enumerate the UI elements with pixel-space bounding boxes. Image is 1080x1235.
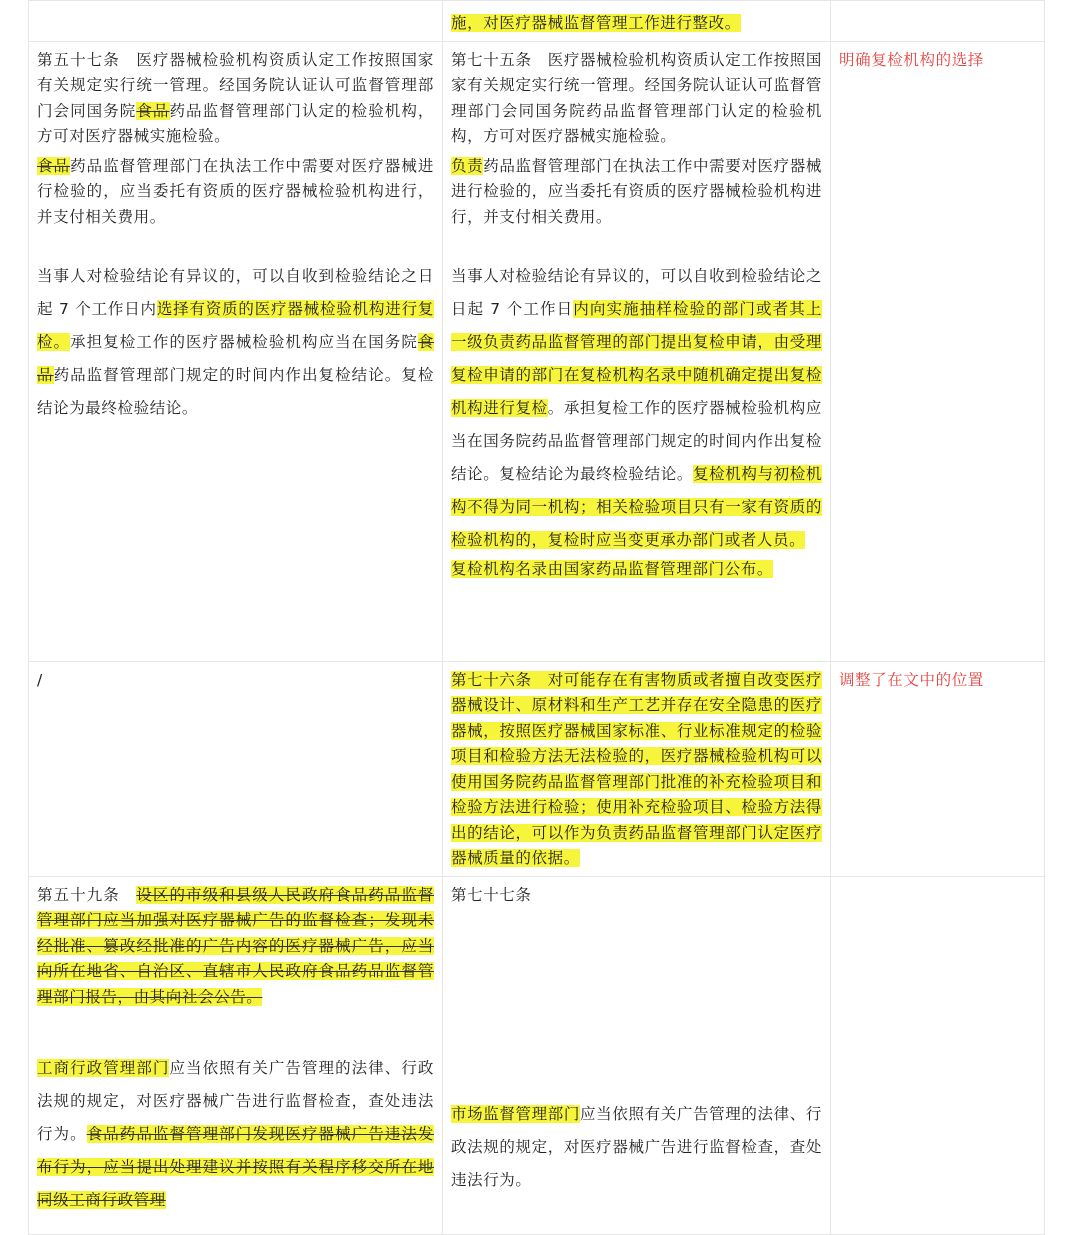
paragraph	[37, 154, 434, 231]
comparison-table	[28, 0, 1045, 1235]
paragraph	[37, 1052, 434, 1217]
paragraph: 第七十五条 医疗器械检验机构资质认定工作按照国家有关规定实行统一管理。经国务院认证认可监督管理部门会同国务院药品监督管理部门认定的检验机构，方可对医疗器械实施检验。	[451, 50, 822, 145]
text: 当事人对检验结论有异议的，可以自收到检验结论之日起 7 个工作日内	[37, 267, 434, 318]
table-row	[29, 41, 1045, 661]
paragraph	[37, 883, 434, 1011]
highlight-text: 工商行政管理部门	[37, 1059, 170, 1077]
text: 第五十九条	[37, 885, 137, 904]
highlight-text: 负责	[451, 156, 484, 175]
change-note: 调整了在文中的位置	[839, 670, 984, 689]
text: 药品监督管理部门在执法工作中需要对医疗器械进行检验的，应当委托有资质的医疗器械检验机构进行，并支付相关费用。	[37, 156, 434, 226]
paragraph	[451, 1098, 822, 1197]
highlight-text: 选择有资质的医疗器械检验机构进行复检。	[37, 300, 434, 351]
paragraph	[37, 260, 434, 425]
paragraph	[451, 557, 822, 583]
deleted-text: 食品	[136, 101, 170, 120]
text: 承担复检工作的医疗器械检验机构应当在国务院	[70, 333, 418, 351]
spacer	[451, 908, 822, 1098]
highlight-text: 复检机构名录由国家药品监督管理部门公布。	[451, 560, 774, 578]
old-text-cell	[29, 41, 443, 661]
new-text-cell	[443, 1, 831, 42]
old-text-cell	[29, 876, 443, 1234]
deleted-text: 食品	[37, 156, 71, 175]
deleted-text: 食品药品监督管理部门发现医疗器械广告违法发布行为，应当提出处理建议并按照有关程序移交所在地同级工商行政管理	[37, 1125, 434, 1209]
highlight-text: 第七十六条 对可能存在有害物质或者擅自改变医疗器械设计、原材料和生产工艺并存在安全隐患的医疗器械，按照医疗器械国家标准、行业标准规定的检验项目和检验方法无法检验的，医疗器械检验机构可以使用国务院药品监督管理部门批准的补充检验项目和检验方法进行检验；使用补充检验项目、检验方法得出的结论，可以作为负责药品监督管理部门认定医疗器械质量的依据。	[451, 670, 822, 867]
spacer	[451, 230, 822, 260]
note-cell	[831, 41, 1045, 661]
table-row	[29, 1, 1045, 42]
note-cell	[831, 1, 1045, 42]
old-text-cell	[29, 661, 443, 876]
new-text-cell	[443, 41, 831, 661]
new-text-cell	[443, 876, 831, 1234]
highlight-text: 内向实施抽样检验的部门或者其上一级负责药品监督管理的部门提出复检申请，由受理复检申请的部门在复检机构名录中随机确定提出复检机构进行复检	[451, 300, 822, 417]
note-cell	[831, 876, 1045, 1234]
highlight-text: 施，对医疗器械监督管理工作进行整改。	[451, 14, 741, 32]
highlight-text: 复检机构与初检机构不得为同一机构；相关检验项目只有一家有资质的检验机构的，复检时应当变更承办部门或者人员。	[451, 465, 822, 549]
spacer	[37, 230, 434, 260]
text: 应当依照有关广告管理的法律、行政法规的规定，对医疗器械广告进行监督检查，查处违法行为。	[37, 1059, 434, 1143]
paragraph	[451, 154, 822, 231]
highlight-text: 市场监督管理部门	[451, 1105, 581, 1123]
paragraph	[451, 260, 822, 557]
new-text-cell	[443, 661, 831, 876]
paragraph: 第七十七条	[451, 885, 532, 904]
text: 药品监督管理部门认定的检验机构，方可对医疗器械实施检验。	[37, 101, 434, 145]
text: 。承担复检工作的医疗器械检验机构应当在国务院药品监督管理部门规定的时间内作出复检结论。复检结论为最终检验结论。	[451, 399, 822, 483]
change-note: 明确复检机构的选择	[839, 50, 984, 69]
text: 第五十七条 医疗器械检验机构资质认定工作按照国家有关规定实行统一管理。经国务院认证认可监督管理部门会同国务院	[37, 50, 434, 120]
text: 应当依照有关广告管理的法律、行政法规的规定，对医疗器械广告进行监督检查，查处违法行为。	[451, 1105, 822, 1189]
table-row	[29, 876, 1045, 1234]
note-cell	[831, 661, 1045, 876]
empty-marker: /	[37, 670, 43, 689]
deleted-text: 食品	[37, 333, 434, 384]
text: 当事人对检验结论有异议的，可以自收到检验结论之日起 7 个工作日	[451, 267, 822, 318]
deleted-text: 设区的市级和县级人民政府食品药品监督管理部门应当加强对医疗器械广告的监督检查；发现未经批准、篡改经批准的广告内容的医疗器械广告，应当向所在地省、自治区、直辖市人民政府食品药品监督管理部门报告，由其向社会公告。	[37, 885, 434, 1006]
paragraph	[37, 48, 434, 150]
text: 药品监督管理部门规定的时间内作出复检结论。复检结论为最终检验结论。	[37, 366, 434, 417]
text: 药品监督管理部门在执法工作中需要对医疗器械进行检验的，应当委托有资质的医疗器械检验机构进行，并支付相关费用。	[451, 156, 822, 226]
table-row	[29, 661, 1045, 876]
spacer	[37, 1010, 434, 1052]
old-text-cell	[29, 1, 443, 42]
